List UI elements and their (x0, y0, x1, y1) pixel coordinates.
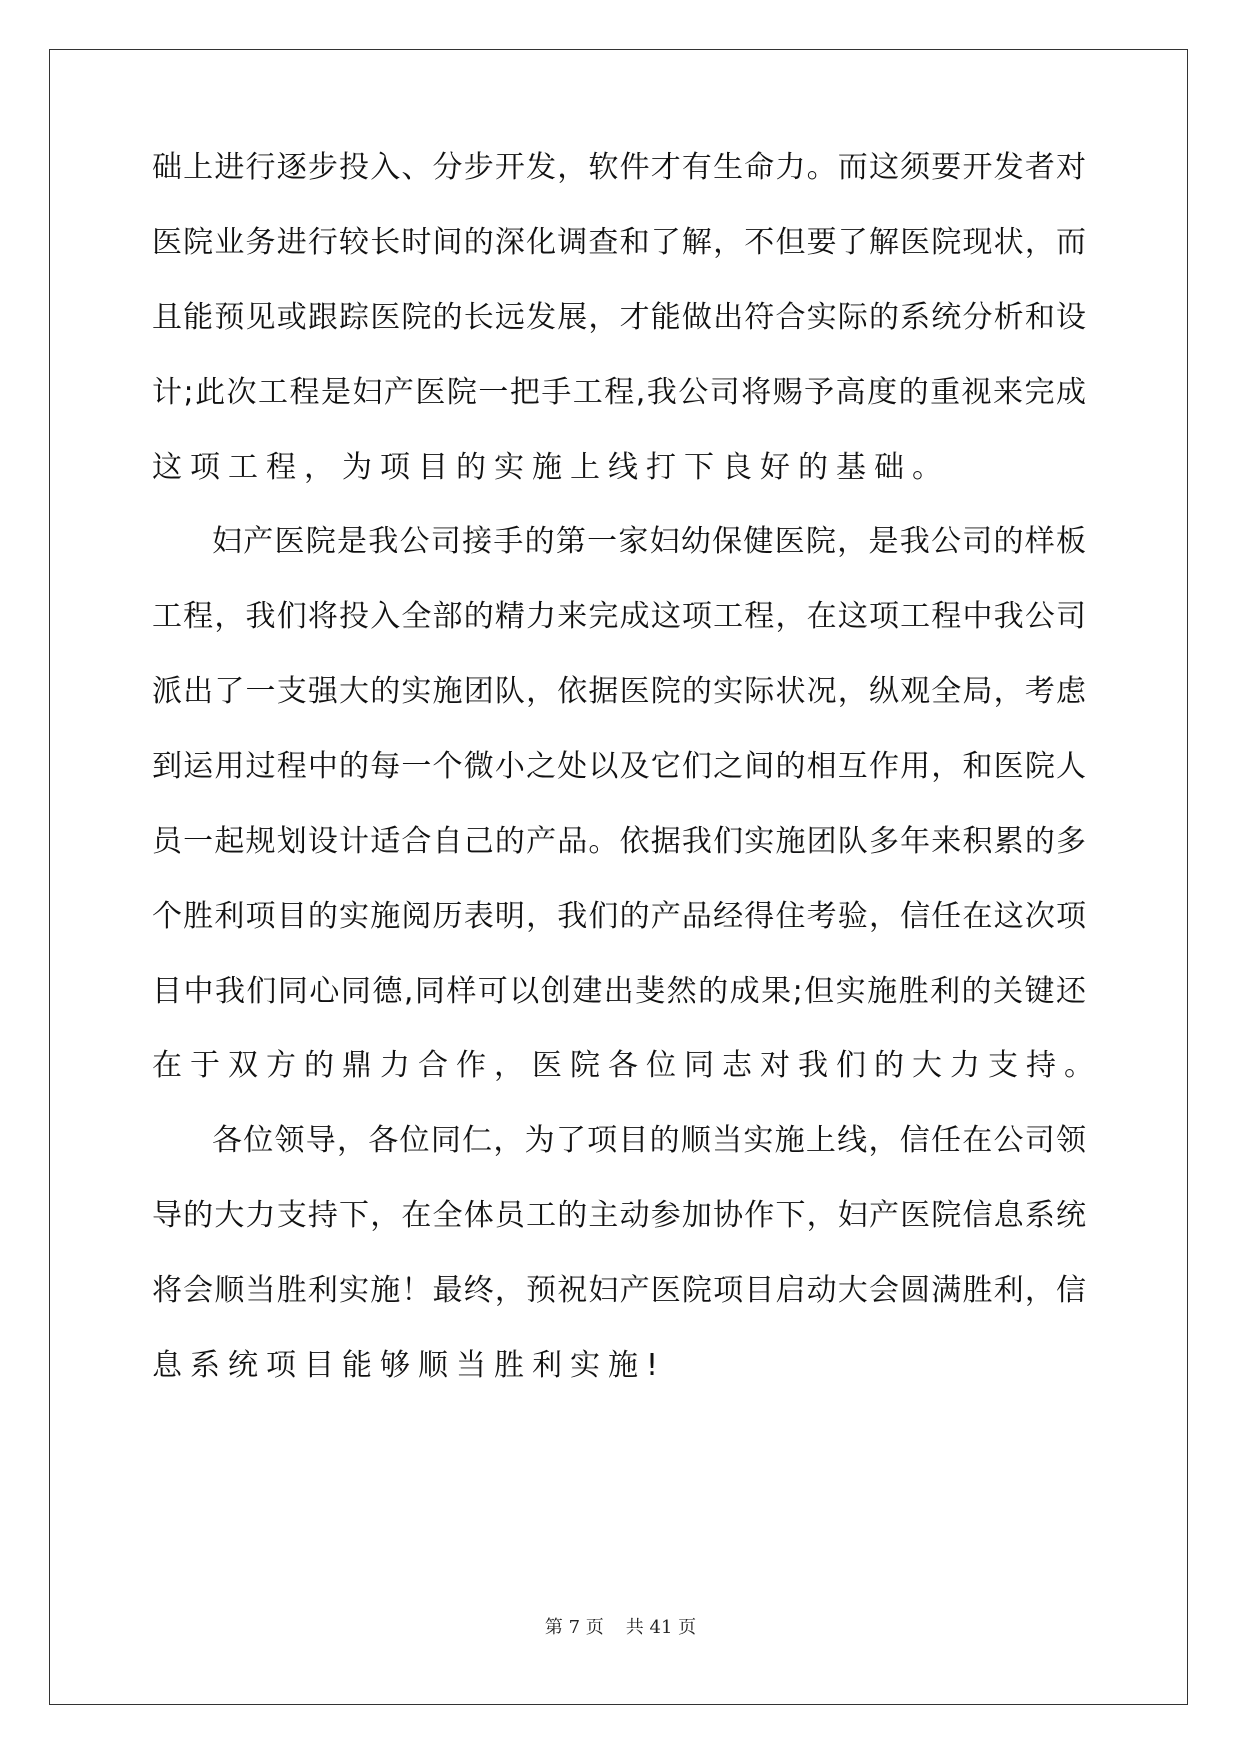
page-footer (0, 1616, 1241, 1640)
text-line: 在于双方的鼎力合作，医院各位同志对我们的大力支持。 (152, 1048, 1102, 1083)
text-line: 息系统项目能够顺当胜利实施! (152, 1348, 667, 1383)
text-line: 工程，我们将投入全部的精力来完成这项工程，在这项工程中我公司 (152, 599, 1086, 634)
page-total: 共 41 页 (625, 1617, 697, 1638)
text-line: 计;此次工程是妇产医院一把手工程,我公司将赐予高度的重视来完成 (152, 375, 1086, 410)
text-line: 派出了一支强大的实施团队，依据医院的实际状况，纵观全局，考虑 (152, 674, 1086, 709)
page-number: 第 7 页 (544, 1617, 604, 1638)
text-line: 医院业务进行较长时间的深化调查和了解，不但要了解医院现状，而 (152, 225, 1086, 260)
text-line: 到运用过程中的每一个微小之处以及它们之间的相互作用，和医院人 (152, 749, 1086, 784)
text-line: 各位领导，各位同仁，为了项目的顺当实施上线，信任在公司领 (212, 1123, 1086, 1158)
text-line: 导的大力支持下，在全体员工的主动参加协作下，妇产医院信息系统 (152, 1198, 1086, 1233)
text-line: 目中我们同心同德,同样可以创建出斐然的成果;但实施胜利的关键还 (152, 974, 1086, 1009)
text-line: 将会顺当胜利实施！最终，预祝妇产医院项目启动大会圆满胜利，信 (152, 1273, 1086, 1308)
text-line: 且能预见或跟踪医院的长远发展，才能做出符合实际的系统分析和设 (152, 300, 1086, 335)
text-line: 员一起规划设计适合自己的产品。依据我们实施团队多年来积累的多 (152, 824, 1086, 859)
text-line: 妇产医院是我公司接手的第一家妇幼保健医院，是我公司的样板 (212, 524, 1086, 559)
text-line: 个胜利项目的实施阅历表明，我们的产品经得住考验，信任在这次项 (152, 899, 1086, 934)
text-line: 础上进行逐步投入、分步开发，软件才有生命力。而这须要开发者对 (152, 150, 1086, 185)
text-line: 这项工程，为项目的实施上线打下良好的基础。 (152, 450, 950, 485)
